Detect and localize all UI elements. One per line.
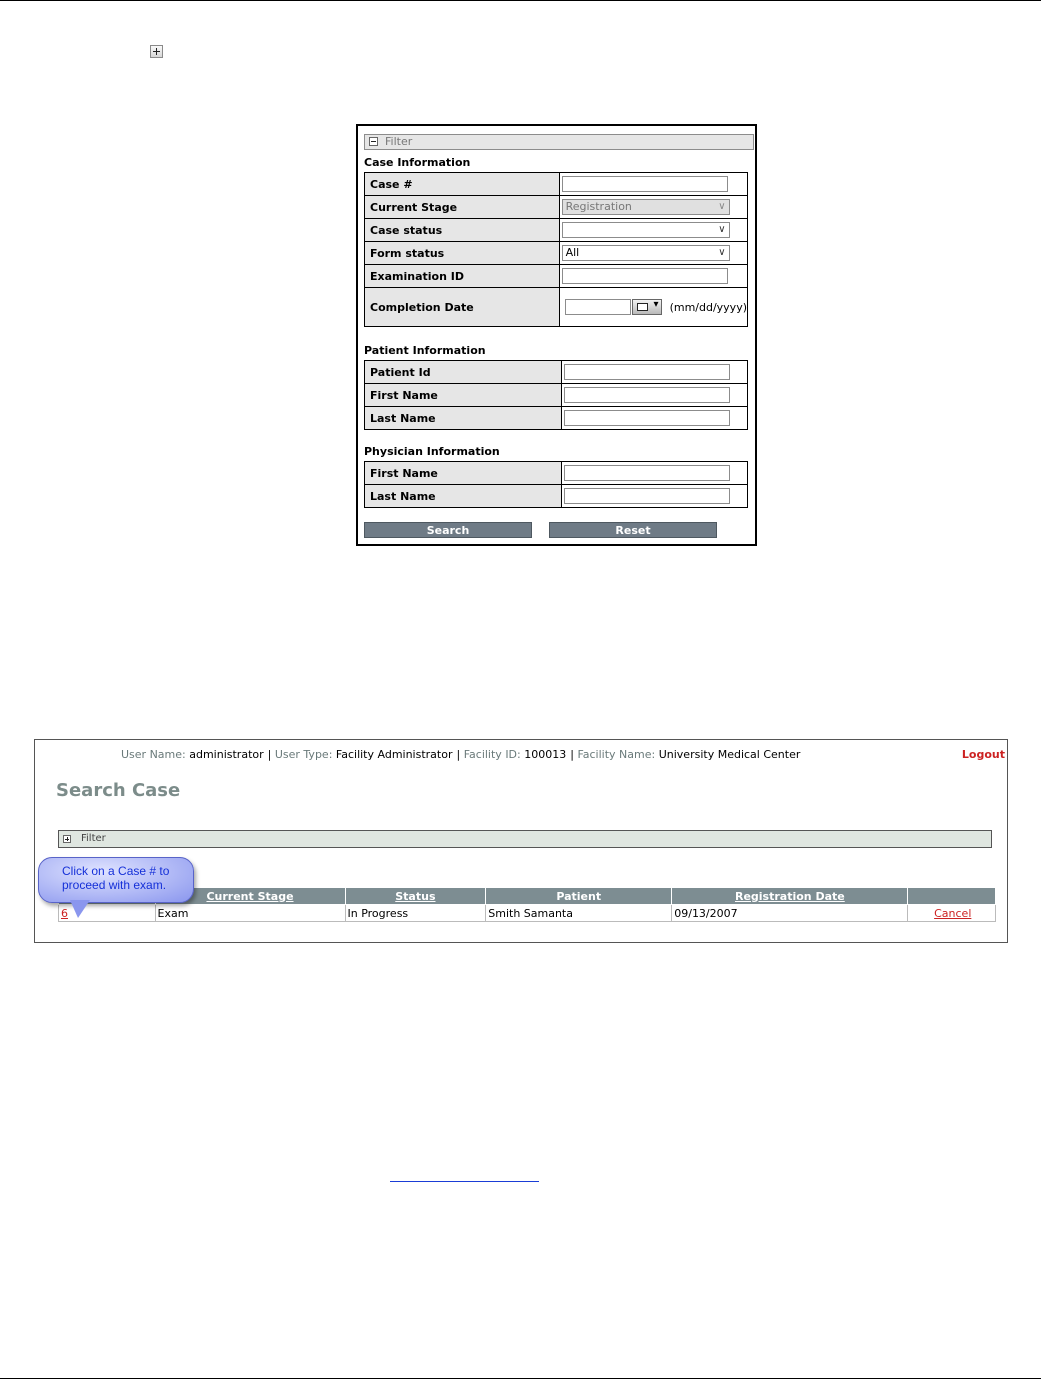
date-format-hint: (mm/dd/yyyy) [669, 300, 747, 314]
patient-information-title: Patient Information [364, 344, 486, 357]
separator: | [570, 748, 574, 761]
physician-information-title: Physician Information [364, 445, 500, 458]
facility-id-value: 100013 [524, 748, 567, 761]
case-no-link[interactable]: 6 [61, 906, 68, 920]
case-status-label: Case status [365, 219, 560, 242]
physician-information-table [364, 461, 748, 508]
cancel-link[interactable]: Cancel [934, 906, 972, 920]
patient-first-name-label: First Name [365, 384, 562, 407]
chevron-down-icon: ∨ [718, 247, 726, 258]
column-header-current-stage[interactable]: Current Stage [155, 888, 345, 905]
hyperlink-underline[interactable] [390, 1181, 539, 1182]
current-stage-value: Registration [565, 200, 632, 213]
form-status-label: Form status [365, 242, 560, 265]
user-name-value: administrator [189, 748, 264, 761]
chevron-down-icon: ∨ [718, 201, 726, 212]
physician-first-name-input[interactable] [564, 465, 730, 481]
case-no-input[interactable] [562, 176, 728, 192]
page-bottom-rule [0, 1378, 1041, 1379]
facility-name-key: Facility Name: [577, 748, 656, 761]
patient-last-name-input[interactable] [564, 410, 730, 426]
table-row [59, 905, 996, 922]
patient-information-table [364, 360, 748, 430]
column-header-registration-date[interactable]: Registration Date [672, 888, 908, 905]
patient-last-name-label: Last Name [365, 407, 562, 430]
registration-date-cell: 09/13/2007 [672, 905, 908, 922]
case-information-title: Case Information [364, 156, 471, 169]
chevron-down-icon: ∨ [718, 224, 726, 235]
examination-id-label: Examination ID [365, 265, 560, 288]
separator: | [267, 748, 272, 761]
collapse-minus-icon[interactable] [369, 137, 378, 146]
case-no-label: Case # [365, 173, 560, 196]
filter-panel [356, 124, 757, 546]
filter-header[interactable] [364, 134, 754, 150]
status-cell: In Progress [345, 905, 486, 922]
user-info-bar [121, 748, 804, 761]
user-type-key: User Type: [274, 748, 333, 761]
table-header-row [59, 888, 996, 905]
case-information-table [364, 172, 748, 327]
expand-plus-icon[interactable] [150, 45, 163, 58]
search-case-panel [34, 739, 1008, 943]
separator: | [456, 748, 461, 761]
column-header-patient: Patient [486, 888, 672, 905]
case-results-table [58, 887, 996, 922]
stage-cell: Exam [155, 905, 345, 922]
facility-name-value: University Medical Center [658, 748, 801, 761]
patient-cell: Smith Samanta [486, 905, 672, 922]
case-status-select[interactable] [562, 222, 730, 238]
physician-last-name-label: Last Name [365, 485, 562, 508]
page-title: Search Case [56, 780, 181, 801]
callout-tooltip: Click on a Case # to proceed with exam. [38, 857, 194, 903]
completion-date-label: Completion Date [365, 288, 560, 327]
user-name-key: User Name: [121, 748, 186, 761]
logout-link[interactable]: Logout [961, 748, 1005, 761]
current-stage-label: Current Stage [365, 196, 560, 219]
form-status-value: All [565, 246, 580, 259]
reset-button[interactable]: Reset [549, 522, 717, 538]
patient-id-label: Patient Id [365, 361, 562, 384]
column-header-action [908, 888, 996, 905]
patient-first-name-input[interactable] [564, 387, 730, 403]
physician-last-name-input[interactable] [564, 488, 730, 504]
callout-tail [70, 900, 90, 918]
facility-id-key: Facility ID: [463, 748, 521, 761]
filter-toggle-bar[interactable] [58, 830, 992, 848]
completion-date-input[interactable] [565, 299, 631, 315]
calendar-icon[interactable] [632, 299, 662, 315]
search-button[interactable]: Search [364, 522, 532, 538]
current-stage-select [562, 199, 730, 215]
filter-bar-label: Filter [81, 833, 106, 844]
patient-id-input[interactable] [564, 364, 730, 380]
filter-header-label: Filter [385, 135, 413, 148]
expand-plus-icon[interactable] [63, 835, 71, 843]
form-status-select[interactable] [562, 245, 730, 261]
completion-date-row [565, 299, 747, 315]
examination-id-input[interactable] [562, 268, 728, 284]
physician-first-name-label: First Name [365, 462, 562, 485]
user-type-value: Facility Administrator [335, 748, 453, 761]
page-top-rule [0, 0, 1041, 1]
column-header-status[interactable]: Status [345, 888, 486, 905]
